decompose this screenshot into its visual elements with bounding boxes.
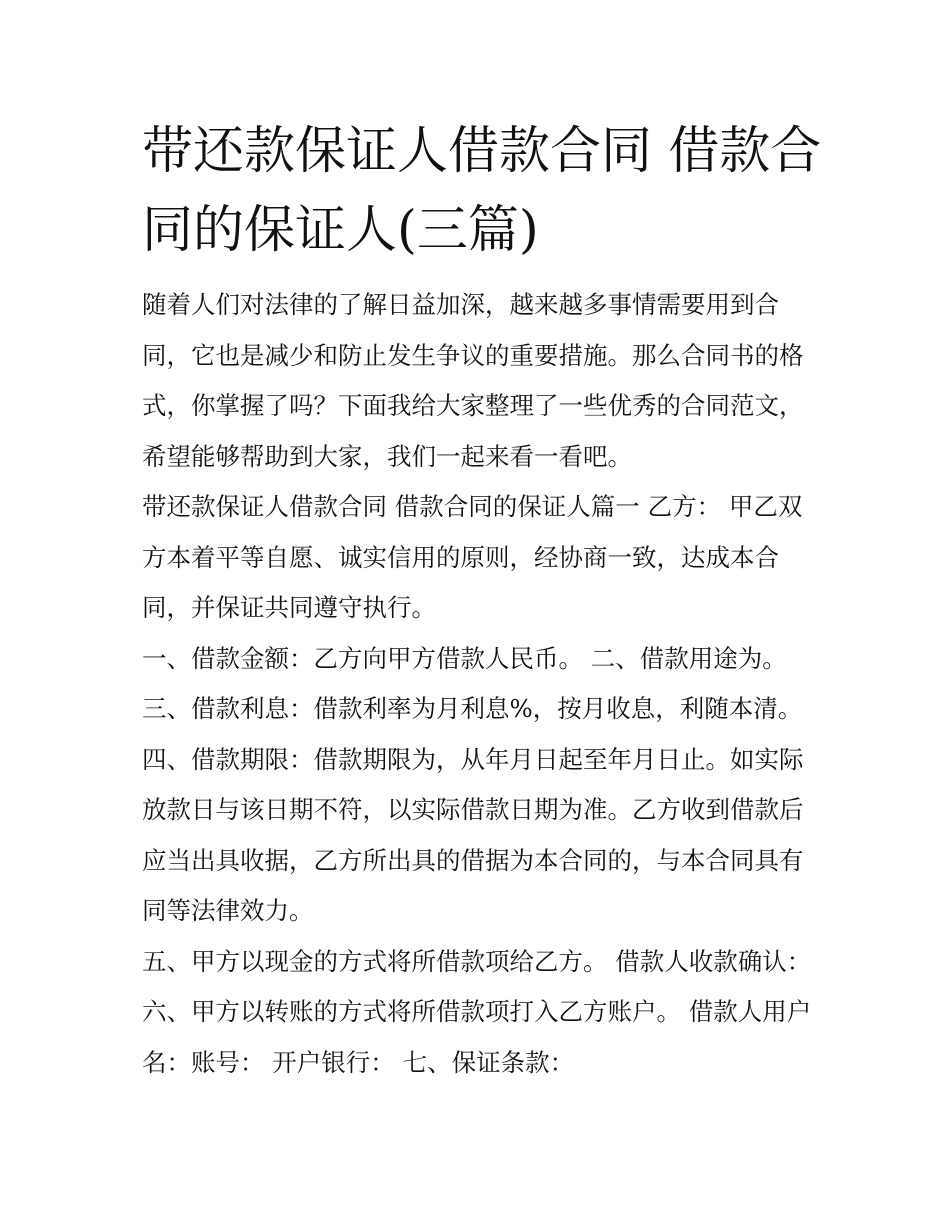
paragraph-clause-term: 四、借款期限：借款期限为，从年月日起至年月日止。如实际放款日与该日期不符，以实际借款日期为准。乙方收到借款后应当出具收据，乙方所出具的借据为本合同的，与本合同具有同等法律效力。 xyxy=(142,744,804,925)
paragraph-contract-preamble: 带还款保证人借款合同 借款合同的保证人篇一 乙方： 甲乙双方本着平等自愿、诚实信用的原则，经协商一致，达成本合同，并保证共同遵守执行。 xyxy=(142,492,803,622)
paragraph-intro: 随着人们对法律的了解日益加深，越来越多事情需要用到合同，它也是减少和防止发生争议的重要措施。那么合同书的格式，你掌握了吗？下面我给大家整理了一些优秀的合同范文，希望能够帮助到大家，我们一起来看一看吧。 xyxy=(142,290,804,471)
document-body xyxy=(142,280,820,1088)
paragraph-clause-interest: 三、借款利息：借款利率为月利息%，按月收息，利随本清。 xyxy=(142,694,803,723)
paragraph-clause-payment: 五、甲方以现金的方式将所借款项给乙方。 借款人收款确认： 六、甲方以转账的方式将所借款项打入乙方账户。 借款人用户名：账号： 开户银行： 七、保证条款： xyxy=(142,946,812,1077)
paragraph-clause-amount-purpose: 一、借款金额：乙方向甲方借款人民币。 二、借款用途为。 xyxy=(142,643,787,673)
document-title: 带还款保证人借款合同 借款合同的保证人(三篇) xyxy=(142,122,822,260)
